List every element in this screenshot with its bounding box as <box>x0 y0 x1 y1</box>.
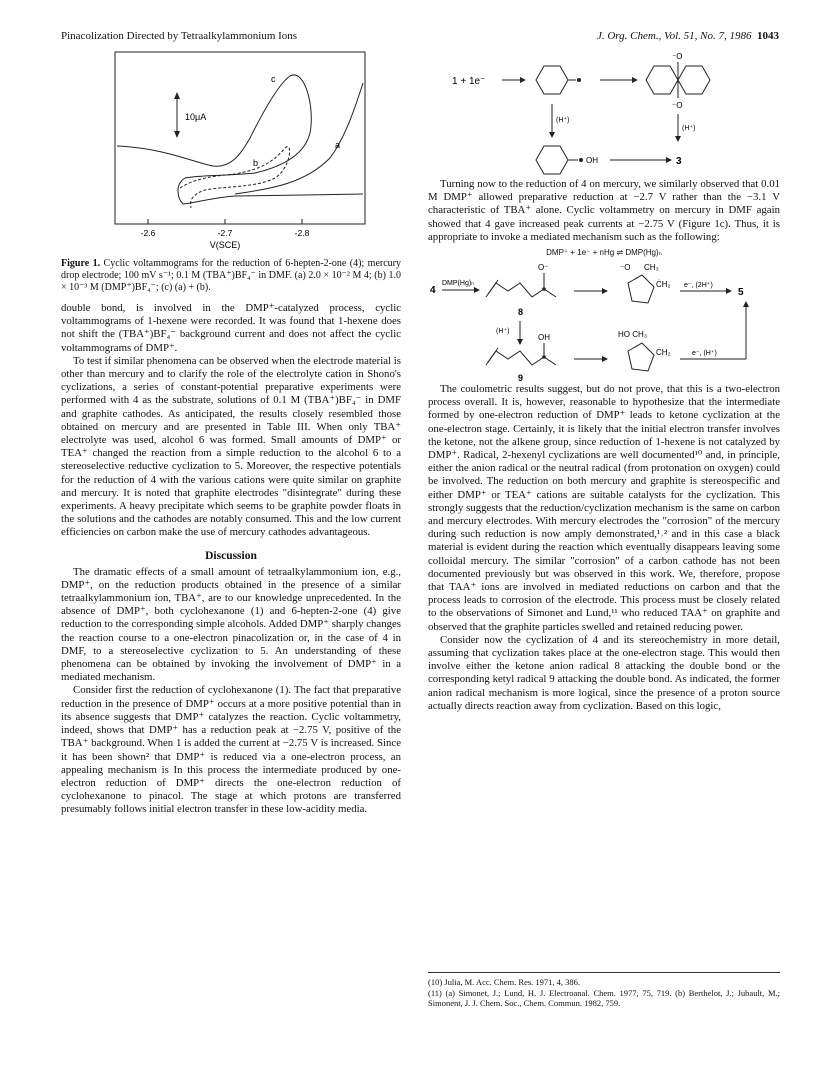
radical-ch2-label: ĊH₂ <box>656 348 671 358</box>
curve-c <box>117 75 363 204</box>
right-column <box>428 48 780 713</box>
x-tick-label: -2.7 <box>217 228 233 238</box>
paragraph: Consider first the reduction of cyclohexanone (1). The fact that preparative reduction in the presence of DMP⁺ occurs at a more positive potential than in its absence suggests that DMP⁺ catalyzes the reaction. Cyclic voltammetry, indeed, shows that DMP⁺ has a reduction peak at −2.75 V, positive of the TBA⁺ background. When 1 is added the current at −2.75 V is increased. Since it has been shown² that DMP⁺ is reduced via a one-electron process, an appealing mechanism is In this process the intermediate produced by one-electron reduction of DMP⁺ directs the one-electron reduction of cyclohexanone to pinacol. The stage at which protons are transferred presumably follows initial electron transfer in these low-acidity media. <box>61 684 401 816</box>
figure-caption-text: Cyclic voltammograms for the reduction of 6-hepten-2-one (4); mercury drop electrode; 100 mV s⁻¹; 0.1 M (TBA⁺)BF₄⁻ in DMF. (a) 2.0 × 10⁻² M 4; (b) 1.0 × 10⁻³ M (DMP⁺)BF₄⁻; (c) (a) + (b). <box>61 258 401 293</box>
paragraph: Turning now to the reduction of 4 on mercury, we similarly observed that 0.01 M DMP⁺ allowed preparative reduction at −2.7 V rather than the −3.1 V characteristic of TBA⁺ alone. Cyclic voltammetry on mercury in DMF again showed that 4 gave increased peak currents at −2.75 V (Figure 1c). Thus, it is appropriate to invoke a mediated mechanism such as the following: <box>428 178 780 243</box>
alkoxide-label: O⁻ <box>538 263 549 273</box>
cyclization-scheme <box>428 261 780 383</box>
section-heading: Discussion <box>205 549 257 562</box>
curve-b-label: b <box>253 158 259 168</box>
current-scale-label: 10μA <box>185 112 207 122</box>
figure-caption <box>61 258 401 294</box>
x-axis-label: V(SCE) <box>209 240 241 250</box>
reagent-label: DMP(Hg)ₙ <box>442 280 474 288</box>
mediator-equation: DMP⁺ + 1e⁻ + nHg ⇌ DMP(Hg)ₙ <box>546 248 662 258</box>
paragraph: To test if similar phenomena can be observed when the electrode material is other than mercury and to clarify the role of the electrolyte cation in Shono's cyclizations, a series of constant-potential preparative experiments were performed with 4 as the substrate, solutions of 0.1 M (TBA⁺)BF₄⁻ in DMF and graphite cathodes. As anticipated, the results closely resembled those obtained on mercury and are presented in Table III. When only TBA⁺ electrolyte was used, alcohol 6 was formed. Small amounts of DMP⁺ or TEA⁺ changed the reaction from a simple reduction to the alcohol 6 to a stereoselective reductive cyclization to 5. Moreover, the respective potentials for the reduction of 4 with the various cations were quite similar on graphite and mercury. It is noted that graphite electrodes "disintegrate" during these experiments. A heavy precipitate which seems to be graphite powder floats in the solutions and the cathodes are notably consumed. This and the low current efficiencies on carbon make the use of mercury cathodes advantageous. <box>61 354 401 539</box>
paragraph: The coulometric results suggest, but do not prove, that this is a two-electron process overall. It is, however, reasonable to hypothesize that the intermediate formed by one-electron reduction of DMP⁺ leads to ketone cyclization at the one-electron stage. Certainly, it is likely that the initial electron transfer involves the ketone, not the alkene group, since reduction of 1-hexene is not catalyzed by DMP⁺. Radical, 2-hexenyl cyclizations are well documented¹⁰ and, in principle, either the anion radical or the neutral radical (from protonation on oxygen) could be involved. The reduction on both mercury and graphite is stereospecific and either DMP⁺ or TEA⁺ cations are suitable catalysts for the cyclization. This strongly suggests that the reduction/cyclization mechanism is the same on carbon and mercury electrodes. With mercury electrodes the "corrosion" of the mercury during such reduction is now amply demonstrated,¹˒² and in this case a black material is evident during the reaction which eventually disappears leaving some colloidal mercury. The similar "corrosion" of a carbon cathode has not been documented previously but was observed in this work. We, therefore, propose that TAA⁺ ions are involved in mediated reductions on carbon and that the process leads to corrosion of the electrode. This process must be closely related to the observations of Simonet and Lund,¹¹ who reduced TAA⁺ on graphite and observed that the graphite particles swelled and retained reducing power. <box>428 383 780 633</box>
proton-label: (H⁺) <box>496 328 510 336</box>
hydroxyl-label: OH <box>586 156 598 165</box>
alkoxide-bottom: ⁻O <box>672 101 683 110</box>
product-5-label: 5 <box>738 287 744 299</box>
x-tick-label: -2.6 <box>140 228 156 238</box>
paragraph: double bond, is involved in the DMP⁺-catalyzed process, cyclic voltammograms of 1-hexene were recorded. It was found that 1-hexene does not shift the (TBA⁺)BF₄⁻ background current and does not affect the cyclic voltammograms of DMP⁺. <box>61 302 401 354</box>
intermediate-8-label: 8 <box>518 307 524 318</box>
electron-step-label: e⁻, (H⁺) <box>692 350 717 358</box>
scheme-start: 4 <box>430 285 436 297</box>
product-3-label: 3 <box>676 156 682 167</box>
x-tick-label: -2.8 <box>294 228 310 238</box>
footnote: (11) (a) Simonet, J.; Lund, H. J. Electroanal. Chem. 1977, 75, 719. (b) Berthelot, J.; Jubault, M.; Simonent, J. J. Chem. Soc., Chem. Commun. 1982, 759. <box>428 987 780 1008</box>
running-title: Pinacolization Directed by Tetraalkylammonium Ions <box>61 30 298 42</box>
footnotes <box>428 972 780 1009</box>
curve-b <box>180 147 290 208</box>
pinacol-scheme <box>428 48 780 178</box>
footnote: (10) Julia, M. Acc. Chem. Res. 1971, 4, 386. <box>428 977 581 987</box>
hydroxy-methyl-label: HO CH₃ <box>618 330 648 340</box>
electron-step-label: e⁻, (2H⁺) <box>684 282 713 290</box>
hydroxyl-label: OH <box>538 333 550 343</box>
proton-label: (H⁺) <box>682 125 696 132</box>
intermediate-9-label: 9 <box>518 373 524 384</box>
radical-ch2-label: ĊH₂ <box>656 280 671 290</box>
alkoxide-label: ⁻O <box>620 263 631 273</box>
figure-1-voltammogram <box>105 48 379 254</box>
figure-caption-label: Figure 1. <box>61 258 101 269</box>
journal-citation <box>597 30 779 42</box>
journal-name: J. Org. Chem., Vol. 51, No. 7, 1986 <box>596 30 752 42</box>
methyl-label: CH₃ <box>644 263 659 273</box>
curve-a-label: a <box>335 140 341 150</box>
curve-c-label: c <box>271 74 276 84</box>
scheme-reactants: 1 + 1e⁻ <box>452 76 486 87</box>
paragraph: Consider now the cyclization of 4 and its stereochemistry in more detail, assuming that cyclization takes place at the one-electron stage. This would then involve either the ketone anion radical 8 attacking the double bond or the corresponding ketyl radical 9 attacking the double bond. As indicated, the former anion radical mechanism is more logical, since the presence of a proton source actually directs reaction away from cyclization. Based on this logic, <box>428 633 780 712</box>
left-column <box>61 48 401 817</box>
alkoxide-top: ⁻O <box>672 52 683 61</box>
page-number: 1043 <box>757 30 779 42</box>
curve-a <box>235 83 363 194</box>
proton-label: (H⁺) <box>556 117 570 124</box>
paragraph: The dramatic effects of a small amount of tetraalkylammonium ion, e.g., DMP⁺, on the reduction products obtained in the presence of a similar tetraalkylammonium ion, TBA⁺, are to our knowledge unprecedented. In the absence of DMP⁺, both cyclohexanone (1) and 6-hepten-2-one (4) give reduction to the corresponding simple alcohols. Added DMP⁺ sharply changes the reaction course to a one-electron pinacolization or, in the case of 4 in DMF, to a stereoselective cyclization to 5. An understanding of these phenomena can be obtained by invoking the involvement of DMP⁺ in a mediated mechanism. <box>61 565 401 684</box>
